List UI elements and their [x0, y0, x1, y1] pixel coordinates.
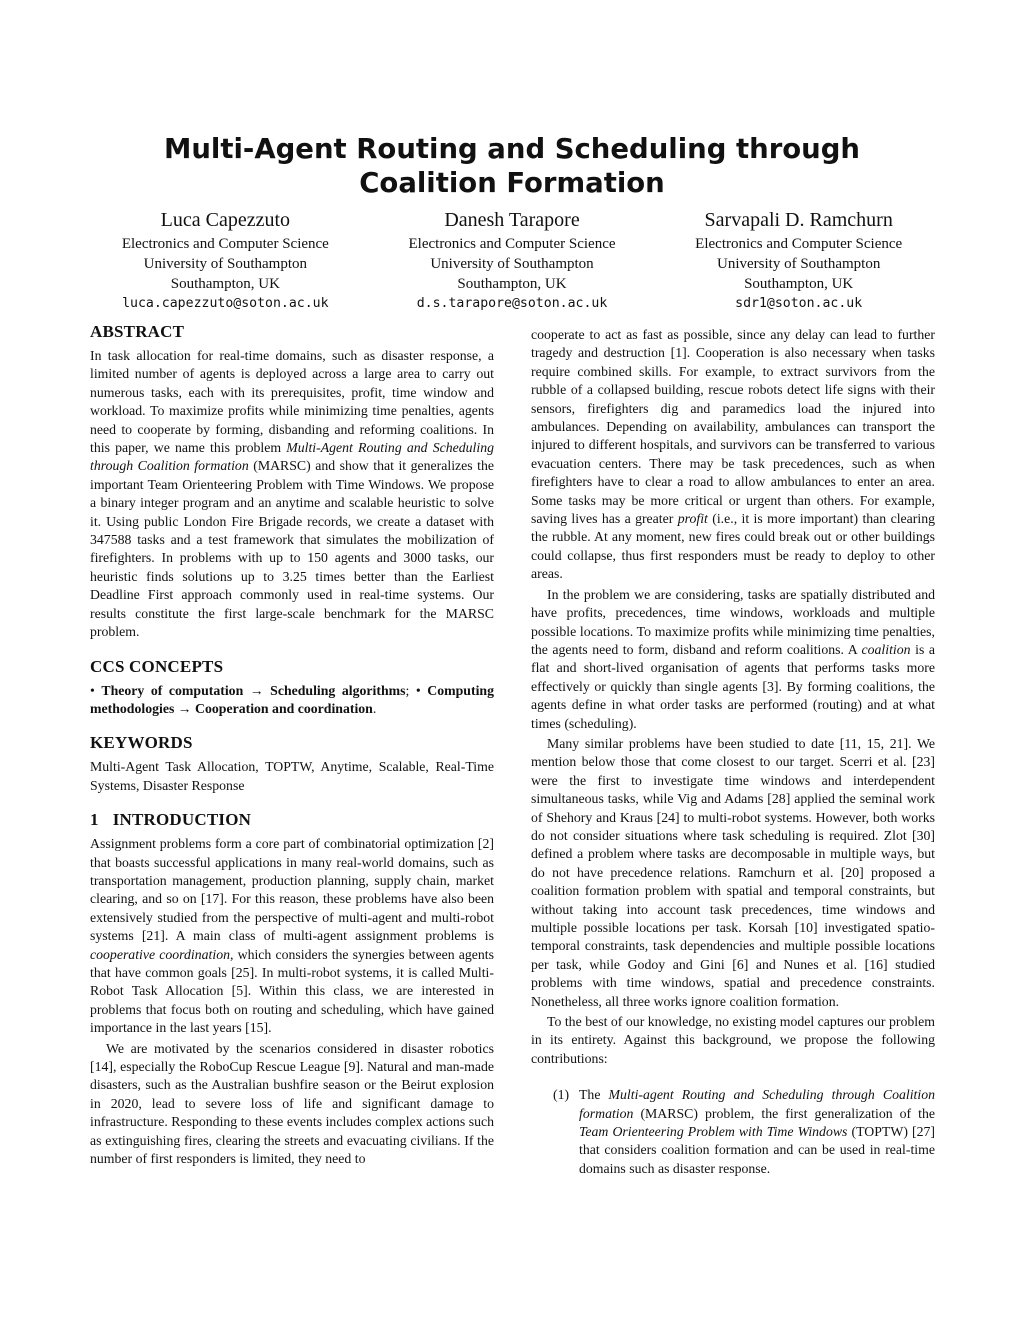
ccs-heading: CCS CONCEPTS: [90, 656, 224, 676]
contributions-list: [531, 1086, 935, 1178]
keywords-heading: KEYWORDS: [90, 733, 193, 753]
author-location: Southampton, UK: [457, 276, 567, 292]
author-email[interactable]: d.s.tarapore@soton.ac.uk: [416, 296, 608, 311]
intro-paragraph: To the best of our knowledge, no existing model captures our problem in its entirety. Against this background, we propose the following contributions:: [531, 1014, 935, 1066]
author-univ: University of Southampton: [143, 256, 307, 272]
list-item: [531, 1086, 935, 1178]
author-email[interactable]: luca.capezzuto@soton.ac.uk: [122, 296, 329, 311]
author-univ: University of Southampton: [430, 256, 594, 272]
author-3: [655, 208, 942, 314]
list-item-text: The Multi-agent Routing and Scheduling through Coalition formation (MARSC) problem, the first generalization of the Team Orienteering Problem with Time Windows (TOPTW) [27] that considers coalition formation and can be used in real-time domains such as disaster response.: [579, 1087, 936, 1176]
author-location: Southampton, UK: [170, 276, 280, 292]
author-dept: Electronics and Computer Science: [408, 236, 616, 252]
author-dept: Electronics and Computer Science: [695, 236, 903, 252]
author-dept: Electronics and Computer Science: [121, 236, 329, 252]
intro-paragraph: Many similar problems have been studied to date [11, 15, 21]. We mention below those that come closest to our target. Scerri et al. [23] were the first to investigate time windows and interdependent simultaneous tasks, while Vig and Adams [28] applied the seminal work of Shehory and Kraus [24] to multi-robot systems. However, both works do not consider situations where task scheduling is required. Zlot [30] defined a problem where tasks are decomposable in multiple ways, but do not have precedence relations. Ramchurn et al. [20] proposed a coalition formation problem with spatial and temporal constraints, but without taking into account task precedences, time windows and multiple possible locations per task. Korsah [10] investigated spatio-temporal constraints, task dependencies and multiple possible locations per task, while Godoy and Gini [6] and Nunes et al. [16] studied problems with time windows, spatial and precedence constraints. Nonetheless, all three works ignore coalition formation.: [531, 735, 935, 1009]
keywords-text: Multi-Agent Task Allocation, TOPTW, Anytime, Scalable, Real-Time Systems, Disaster Response: [90, 759, 494, 793]
paper-title: Multi-Agent Routing and Scheduling through Coalition Formation: [163, 133, 861, 199]
intro-paragraph: cooperate to act as fast as possible, since any delay can lead to further tragedy and destruction [1]. Cooperation is also necessary when tasks require combined skills. For example, to extract survivors from the rubble of a collapsed building, rescue robots detect life signs with their sensors, firefighters dig and paramedics load the injured into ambulances. Depending on availability, ambulances can transport the injured to different hospitals, and survivors can be transferred to various evacuation centers. There may be task precedences, such as when firefighters have to clear a road to allow ambulances to enter an area. Some tasks may be more critical or urgent than others. For example, saving lives has a greater profit (i.e., it is more important) than clearing the rubble. At any moment, new fires could break out or other buildings could collapse, thus first responders must be ready to deploy to other areas.: [531, 327, 935, 582]
intro-paragraph: We are motivated by the scenarios considered in disaster robotics [14], especially the RoboCup Rescue League [9]. Natural and man-made disasters, such as the Australian bushfire season or the Beirut explosion in 2020, lead to severe loss of life and significant damage to infrastructure. Responding to these events includes complex actions such as extinguishing fires, clearing the streets and evacuating civilians. If the number of first responders is limited, they need to: [90, 1040, 494, 1167]
author-location: Southampton, UK: [744, 276, 854, 292]
author-2: [369, 208, 656, 314]
intro-paragraph: In the problem we are considering, tasks are spatially distributed and have profits, precedences, time windows, workloads and multiple possible locations. To maximize profits while minimizing time penalties, the agents need to form, disband and reform coalitions. A coalition is a flat and short-lived organisation of agents that performs tasks more effectively or quickly than single agents [3]. By forming coalitions, the agents define in what order tasks are performed (routing) and at what times (scheduling).: [531, 586, 935, 731]
abstract-heading: ABSTRACT: [90, 322, 185, 341]
author-block: [82, 208, 942, 314]
intro-paragraph: Assignment problems form a core part of combinatorial optimization [2] that boasts successful applications in many real-world domains, such as transportation management, production planning, supply chain, market clearing, and so on [17]. For this reason, these problems have also been extensively studied from the perspective of multi-agent and multi-robot systems [21]. A main class of multi-agent assignment problems is cooperative coordination, which considers the synergies between agents that have common goals [25]. In multi-robot systems, it is called Multi-Robot Task Allocation [5]. Within this class, we are interested in problems that focus both on routing and scheduling, which have gained importance in the last years [15].: [90, 836, 495, 1036]
author-name: Danesh Tarapore: [444, 209, 580, 231]
list-item-number: (1): [553, 1087, 570, 1103]
author-1: [82, 208, 369, 314]
ccs-concepts: • Theory of computation → Scheduling algorithms; • Computing methodologies → Cooperation and coordination.: [90, 682, 494, 716]
author-email[interactable]: sdr1@soton.ac.uk: [735, 296, 863, 311]
author-name: Luca Capezzuto: [160, 209, 291, 231]
right-column: [531, 326, 935, 1178]
introduction-heading: 1 INTRODUCTION: [90, 810, 252, 830]
author-univ: University of Southampton: [717, 256, 881, 272]
author-name: Sarvapali D. Ramchurn: [704, 209, 893, 231]
left-column: [90, 321, 494, 1168]
abstract-text: In task allocation for real-time domains, such as disaster response, a limited number of agents is deployed across a large area to carry out numerous tasks, each with its prerequisites, profit, time window and workload. To maximize profits while minimizing time penalties, agents need to cooperate by forming, disbanding and reforming coalitions. In this paper, we name this problem Multi-Agent Routing and Scheduling through Coalition formation (MARSC) and show that it generalizes the important Team Orienteering Problem with Time Windows. We propose a binary integer program and an anytime and scalable heuristic to solve it. Using public London Fire Brigade records, we create a dataset with 347588 tasks and a test framework that simulates the mobilization of firefighters. In problems with up to 150 agents and 3000 tasks, our heuristic finds solutions up to 3.25 times better than the Earliest Deadline First approach commonly used in real-time systems. Our results constitute the first large-scale benchmark for the MARSC problem.: [90, 348, 495, 640]
